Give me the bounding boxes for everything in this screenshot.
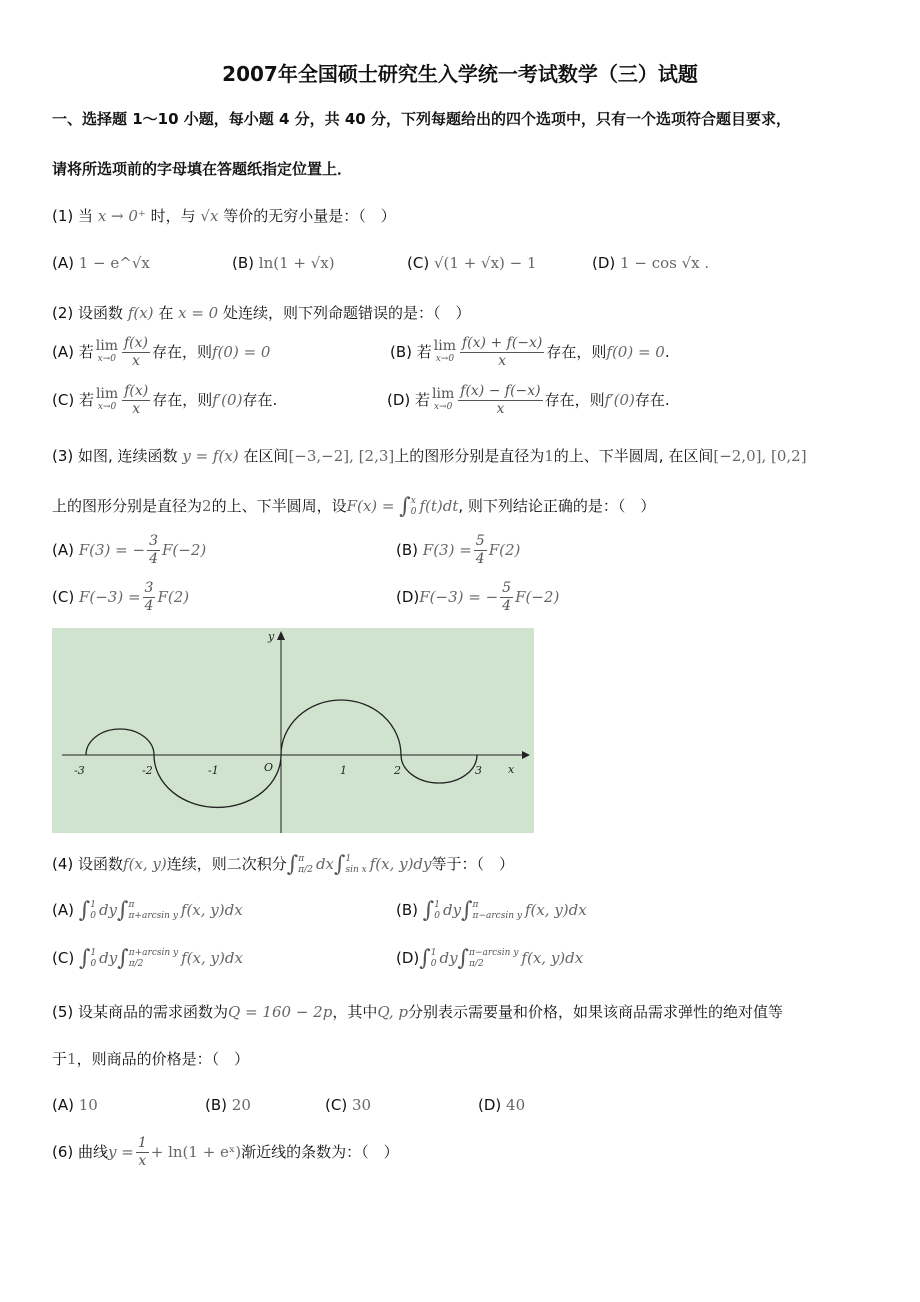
q2-d-mid: 存在，则 <box>544 391 605 409</box>
integral-sign: ∫ <box>419 946 431 971</box>
q2-d-end: 存在. <box>634 391 670 409</box>
q4-d-body: f(x, y)dx <box>521 949 584 967</box>
integral-sign: ∫ <box>457 946 470 971</box>
q3-text-b: 在区间 <box>243 447 289 465</box>
q5-text-e: ，则商品的价格是：（ ） <box>76 1050 250 1068</box>
q5-math-b: Q, p <box>377 1003 409 1021</box>
q4-d-inner-limits: π−arcsin y π/2 <box>469 947 519 969</box>
curve-lower-small-right <box>401 755 477 783</box>
q1-option-d-expr: 1 − cos √x . <box>620 254 710 272</box>
q3-a-left: F(3) = − <box>78 541 146 559</box>
integral-sign: ∫ <box>117 946 129 971</box>
q2-a-lim: lim x→0 <box>95 337 118 364</box>
q3-d-frac: $\frac{5}{4}$ <box>502 580 512 614</box>
q2-text-b: 在 <box>158 304 174 322</box>
question-5-line-1 <box>52 1001 783 1022</box>
q3-b-left: F(3) = <box>422 541 472 559</box>
q3-option-a[interactable] <box>52 533 206 568</box>
q3-math-f: F(x) = <box>346 497 400 515</box>
q3-c-left: F(−3) = <box>78 588 141 606</box>
q4-text-b: 连续，则二次积分 <box>166 855 287 873</box>
q2-text-c: 处连续，则下列命题错误的是：（ ） <box>223 304 471 322</box>
q4-option-d[interactable] <box>396 946 583 971</box>
section-instruction-2: 请将所选项前的字母填在答题纸指定位置上． <box>52 160 353 178</box>
q5-c-value: 30 <box>351 1096 372 1114</box>
curve-upper-small-left <box>86 729 154 755</box>
q4-limits-2: 1 sin x <box>345 853 367 875</box>
integral-sign: ∫ <box>334 852 346 877</box>
q3-d-left: F(−3) = − <box>419 588 499 606</box>
q5-text-d: 于 <box>52 1050 68 1068</box>
integral-sign: ∫ <box>78 898 91 923</box>
x-axis-arrow-icon <box>522 751 530 759</box>
q1-option-b[interactable] <box>232 254 335 272</box>
q3-b-frac: $\frac{5}{4}$ <box>475 533 485 567</box>
q5-option-a[interactable] <box>52 1096 98 1114</box>
q3-text-d: 的上、下半圆周, 在区间 <box>553 447 714 465</box>
integral-sign: ∫ <box>399 494 411 519</box>
question-6 <box>52 1135 399 1170</box>
function-graph <box>52 628 534 833</box>
q2-option-b[interactable]: (B) 若 lim x→0 $\frac{f(x) + f(-x)}{x}$ 存在，则f(0) = 0. <box>390 335 670 369</box>
q4-b-outer-limits: 1 0 <box>434 899 440 921</box>
q4-d-outer-limits: 1 0 <box>430 947 437 969</box>
q3-a-label: (A) <box>52 541 74 559</box>
q5-option-b[interactable] <box>205 1096 251 1114</box>
q3-text-g: , 则下列结论正确的是：（ ） <box>458 497 656 515</box>
q3-c-right: F(2) <box>157 588 190 606</box>
q2-option-c[interactable] <box>52 383 277 418</box>
q3-text-e: 上的图形分别是直径为 <box>52 497 203 515</box>
q4-dx: dx <box>315 855 334 873</box>
q2-text-a: (2) 设函数 <box>52 304 124 322</box>
q3-c-label: (C) <box>52 588 75 606</box>
q4-option-a[interactable] <box>52 898 243 923</box>
q3-int-limits: x 0 <box>410 495 417 517</box>
q1-option-b-expr: ln(1 + √x) <box>258 254 335 272</box>
q4-d-dy: dy <box>439 949 458 967</box>
q4-a-outer-limits: 1 0 <box>90 899 96 921</box>
q4-math-a: f(x, y) <box>123 855 167 873</box>
q4-c-inner-limits: π+arcsin y π/2 <box>128 947 179 969</box>
q2-b-mid: 存在，则 <box>546 343 607 361</box>
q4-a-label: (A) <box>52 901 74 919</box>
q3-math-e: 2 <box>202 497 212 515</box>
x-axis-label: x <box>508 763 515 776</box>
q4-c-body: f(x, y)dx <box>181 949 243 967</box>
y-axis-label: y <box>268 630 275 643</box>
q2-a-res: f(0) = 0 <box>212 343 271 361</box>
q6-math-a: y = <box>108 1143 134 1161</box>
q3-text-a: (3) 如图, 连续函数 <box>52 447 178 465</box>
q5-text-a: (5) 设某商品的需求函数为 <box>52 1003 229 1021</box>
section-instruction-1: 一、选择题 1～10 小题，每小题 4 分，共 40 分，下列每题给出的四个选项中，只有一个选项符合题目要求， <box>52 110 791 128</box>
q3-b-label: (B) <box>396 541 418 559</box>
tick-label: -1 <box>208 764 219 777</box>
q2-a-mid: 存在，则 <box>151 343 212 361</box>
question-5-line-2 <box>52 1048 249 1069</box>
q5-d-label: (D) <box>478 1096 502 1114</box>
q3-a-frac: $\frac{3}{4}$ <box>149 533 158 567</box>
q6-text-a: (6) 曲线 <box>52 1143 109 1161</box>
q2-d-pre: (D) 若 <box>387 391 431 409</box>
q3-math-b: [−3,−2], [2,3] <box>288 447 395 465</box>
q1-option-a-label: (A) <box>52 254 74 272</box>
q5-a-label: (A) <box>52 1096 74 1114</box>
q4-limits-1: π π/2 <box>298 853 313 875</box>
graph-svg <box>52 628 534 833</box>
q4-c-dy: dy <box>99 949 118 967</box>
q2-b-lim: lim x→0 <box>433 337 456 364</box>
integral-sign: ∫ <box>461 898 473 923</box>
q4-text-c: 等于：（ ） <box>431 855 515 873</box>
q5-d-value: 40 <box>506 1096 526 1114</box>
question-2 <box>52 302 471 323</box>
question-4 <box>52 852 514 877</box>
q1-text-a: (1) 当 <box>52 207 94 225</box>
q3-text-f: 的上、下半圆周，设 <box>211 497 347 515</box>
q4-c-outer-limits: 1 0 <box>90 947 97 969</box>
origin-label: O <box>264 761 274 774</box>
q2-c-pre: (C) 若 <box>52 391 94 409</box>
q1-option-c-expr: √(1 + √x) − 1 <box>433 254 537 272</box>
q2-c-frac: $\frac{f(x)}{x}$ <box>124 383 149 417</box>
q2-b-res: f(0) = 0 <box>606 343 665 361</box>
q1-option-a[interactable] <box>52 254 150 272</box>
q1-option-d-label: (D) <box>592 254 616 272</box>
q5-text-c: 分别表示需要量和价格，如果该商品需求弹性的绝对值等 <box>408 1003 784 1021</box>
tick-label: 3 <box>475 764 482 777</box>
q1-option-b-label: (B) <box>232 254 254 272</box>
q5-math-c: 1 <box>67 1050 77 1068</box>
integral-sign: ∫ <box>117 898 129 923</box>
q1-option-c-label: (C) <box>407 254 430 272</box>
q3-d-label: (D) <box>396 588 420 606</box>
tick-label: 1 <box>340 764 347 777</box>
q5-a-value: 10 <box>78 1096 98 1114</box>
q2-c-end: 存在. <box>242 391 278 409</box>
integral-sign: ∫ <box>78 946 91 971</box>
q2-b-frac: $\frac{f(x) + f(-x)}{x}$ <box>462 335 543 369</box>
q5-option-c[interactable] <box>325 1096 371 1114</box>
q3-c-frac: $\frac{3}{4}$ <box>144 580 154 614</box>
q4-b-label: (B) <box>396 901 418 919</box>
page-title: 2007年全国硕士研究生入学统一考试数学（三）试题 <box>222 62 698 86</box>
y-axis-arrow-icon <box>277 631 285 640</box>
q4-option-c[interactable] <box>52 946 243 971</box>
q2-option-a[interactable] <box>52 335 270 370</box>
q4-b-body: f(x, y)dx <box>524 901 587 919</box>
curve-lower-large-left <box>154 755 281 807</box>
q6-text-b: 渐近线的条数为：（ ） <box>241 1143 399 1161</box>
q5-c-label: (C) <box>325 1096 348 1114</box>
q5-math-a: Q = 160 − 2p <box>228 1003 333 1021</box>
curve-upper-large-right <box>281 700 401 755</box>
q1-option-d[interactable] <box>592 254 709 272</box>
q4-a-inner-limits: π π+arcsin y <box>128 899 178 921</box>
q5-option-d[interactable] <box>478 1096 525 1114</box>
q3-a-right: F(−2) <box>162 541 207 559</box>
tick-label: -2 <box>142 764 153 777</box>
q4-text-a: (4) 设函数 <box>52 855 124 873</box>
q4-a-dy: dy <box>98 901 118 919</box>
integral-sign: ∫ <box>422 898 435 923</box>
q4-c-label: (C) <box>52 949 75 967</box>
q2-d-res: f′(0) <box>604 391 635 409</box>
q5-text-b: ，其中 <box>332 1003 378 1021</box>
question-1 <box>52 205 396 226</box>
q3-math-g: f(t)dt <box>419 497 459 515</box>
q1-text-b: 时，与 <box>150 207 196 225</box>
q3-math-a: y = f(x) <box>182 447 239 465</box>
q2-c-lim: lim x→0 <box>95 385 119 412</box>
q4-b-inner-limits: π π−arcsin y <box>472 899 522 921</box>
q5-b-label: (B) <box>205 1096 227 1114</box>
q1-option-c[interactable] <box>407 254 537 272</box>
q3-b-right: F(2) <box>488 541 521 559</box>
q2-d-frac: $\frac{f(x) - f(-x)}{x}$ <box>460 383 541 417</box>
q3-math-c: 1 <box>544 447 554 465</box>
q1-option-a-expr: 1 − e^√x <box>78 254 150 272</box>
tick-label: -3 <box>74 764 85 777</box>
q4-option-b[interactable] <box>396 898 587 923</box>
q3-d-right: F(−2) <box>515 588 560 606</box>
integral-sign: ∫ <box>286 852 299 877</box>
q4-d-label: (D) <box>396 949 420 967</box>
q2-a-pre: (A) 若 <box>52 343 94 361</box>
q2-math-a: f(x) <box>127 304 154 322</box>
q5-b-value: 20 <box>231 1096 251 1114</box>
q6-math-b: + ln(1 + eˣ) <box>150 1143 242 1161</box>
q4-integrand: f(x, y)dy <box>369 855 432 873</box>
q3-option-d[interactable] <box>396 580 559 615</box>
q2-c-res: f′(0) <box>212 391 243 409</box>
q2-a-frac: $\frac{f(x)}{x}$ <box>123 335 148 369</box>
q3-math-d: [−2,0], [0,2] <box>713 447 807 465</box>
q2-b-pre: (B) 若 <box>390 343 432 361</box>
q1-text-c: 等价的无穷小量是：（ ） <box>223 207 396 225</box>
q3-option-c[interactable] <box>52 580 189 615</box>
q2-d-lim: lim x→0 <box>432 385 455 412</box>
q2-option-d[interactable] <box>387 383 670 418</box>
q2-c-mid: 存在，则 <box>152 391 213 409</box>
q3-option-b[interactable] <box>396 533 520 568</box>
q4-a-body: f(x, y)dx <box>180 901 243 919</box>
question-3-line-1 <box>52 445 807 466</box>
q4-b-dy: dy <box>442 901 462 919</box>
q1-math-a: x → 0⁺ <box>97 207 146 225</box>
question-3-line-2 <box>52 494 655 519</box>
q3-text-c: 上的图形分别是直径为 <box>394 447 545 465</box>
q1-math-b: √x <box>200 207 219 225</box>
q6-frac: $\frac{1}{x}$ <box>137 1135 147 1169</box>
tick-label: 2 <box>394 764 401 777</box>
q2-math-b: x = 0 <box>178 304 219 322</box>
